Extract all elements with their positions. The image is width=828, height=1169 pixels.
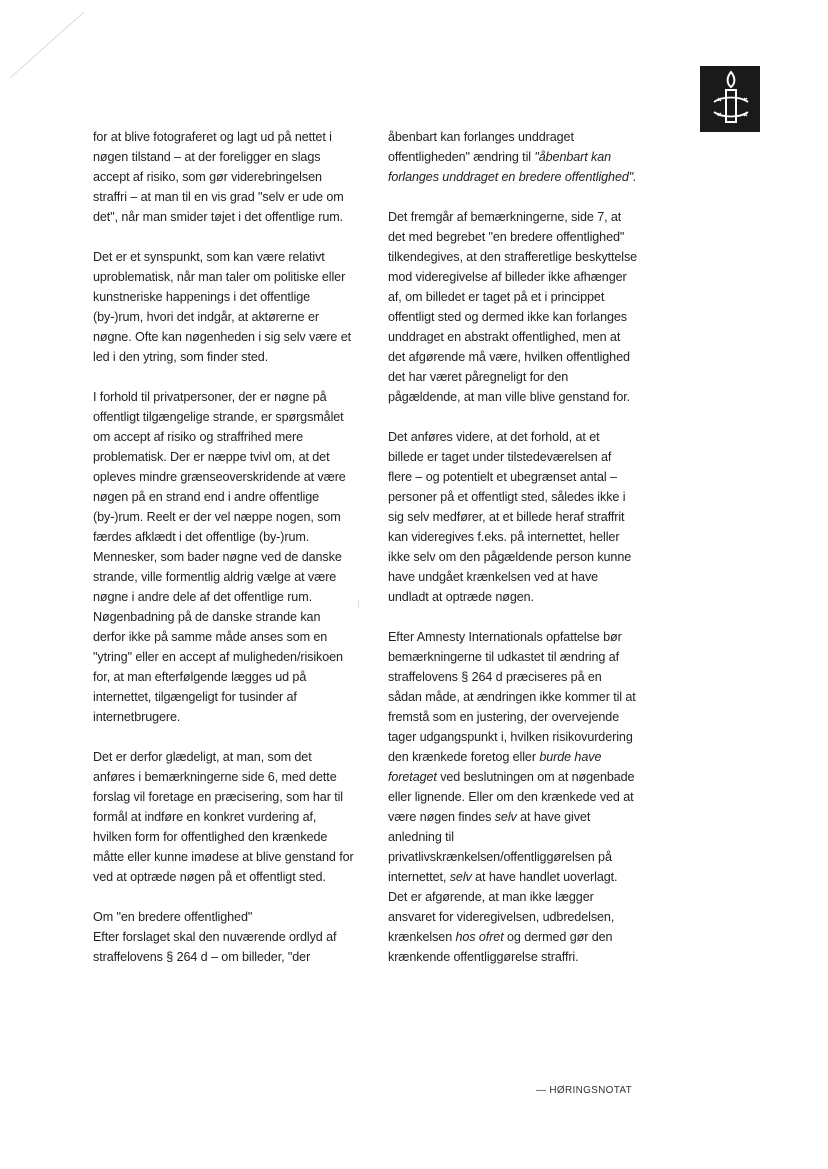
scan-speck	[358, 600, 359, 608]
text-run: og dermed gør den krænkende offentliggørelse straffri.	[388, 930, 613, 964]
paragraph: I forhold til privatpersoner, der er nøgne på offentligt tilgængelige strande, er spørgsmålet om accept af risiko og straffrihed mere problematisk. Der er næppe tvivl om, at det opleves mindre grænseoverskridende at være nøgen på en strand end i andre offentlige (by-)rum. Reelt er der vel næppe nogen, som færdes afklædt i det offentlige (by-)rum. Mennesker, som bader nøgne ved de danske strande, ville formentlig aldrig vælge at være nøgne i andre dele af det offentlige rum. Nøgenbadning på de danske strande kan derfor ikke på samme måde anses som en "ytring" eller en accept af muligheden/risikoen for, at man efterfølgende lægges ud på internettet, tilgængeligt for tusinder af internetbrugere.	[93, 390, 346, 724]
paragraph: for at blive fotograferet og lagt ud på nettet i nøgen tilstand – at der foreligger en slags accept af risiko, som gør viderebringelsen straffri – at man til en vis grad "selv er ude om det", når man smider tøjet i det offentlige rum.	[93, 130, 344, 224]
text-run: ved beslutningen om at nøgenbade eller lignende. Eller om den krænkede ved at være nøgen findes	[388, 770, 635, 824]
right-text-column	[388, 127, 638, 987]
italic-phrase: hos ofret	[455, 930, 504, 944]
amnesty-candle-icon	[700, 66, 760, 132]
paragraph: Det fremgår af bemærkningerne, side 7, at det med begrebet "en bredere offentlighed" tilkendegives, at den strafferetlige beskyttelse mod videregivelse af billeder ikke afhænger af, om billedet er taget på et i princippet offentligt sted og dermed ikke kan forlanges unddraget en abstrakt offentlighed, men at det afgørende må være, hvilken offentlighed det har været påregneligt for den pågældende, at man ville blive genstand for.	[388, 210, 638, 404]
paragraph: Det er derfor glædeligt, at man, som det anføres i bemærkningerne side 6, med dette forslag vil foretage en præcisering, som har til formål at indføre en konkret vurdering af, hvilken form for offentlighed den krænkede måtte eller kunne imødese at blive genstand for ved at optræde nøgen på et offentligt sted.	[93, 750, 354, 884]
italic-phrase: selv	[494, 810, 517, 824]
text-run: åbenbart kan forlanges unddraget offentligheden" ændring til	[388, 130, 574, 164]
scan-artifact-line	[8, 10, 88, 80]
left-text-column	[93, 127, 355, 967]
paragraph: Det er et synspunkt, som kan være relativt uproblematisk, når man taler om politiske eller kunstneriske happenings i det offentlige (by-)rum, hvori det indgår, at aktørerne er nøgne. Ofte kan nøgenheden i sig selv være et led i den ytring, som finder sted.	[93, 250, 352, 364]
amnesty-logo	[700, 66, 760, 132]
italic-quote: "åbenbart kan forlanges unddraget en bredere offentlighed".	[388, 150, 637, 184]
paragraph: Efter forslaget skal den nuværende ordlyd af straffelovens § 264 d – om billeder, "der	[93, 930, 337, 964]
italic-phrase: selv	[449, 870, 472, 884]
paragraph	[388, 627, 638, 967]
italic-phrase: burde have foretaget	[388, 750, 602, 784]
paragraph: Det anføres videre, at det forhold, at et billede er taget under tilstedeværelsen af flere – og potentielt et ubegrænset antal – personer på et offentligt sted, således ikke i sig selv medfører, at et billede heraf straffrit kan videregives f.eks. på internettet, heller ikke selv om den pågældende person kunne have undgået krænkelsen ved at have undladt at optræde nøgen.	[388, 430, 632, 604]
text-run: at have givet anledning til privatlivskrænkelsen/offentliggørelsen på internettet,	[388, 810, 612, 884]
paragraph	[388, 127, 638, 187]
section-heading: Om "en bredere offentlighed"	[93, 910, 253, 924]
text-run: Efter Amnesty Internationals opfattelse bør bemærkningerne til udkastet til ændring af straffelovens § 264 d præciseres på en sådan måde, at ændringen ikke kommer til at fremstå som en justering, der overvejende tager udgangspunkt i, hvilken risikovurdering den krænkede foretog eller	[388, 630, 636, 764]
text-run: at have handlet uoverlagt. Det er afgørende, at man ikke lægger ansvaret for videregivelsen, udbredelsen, krænkelsen	[388, 870, 618, 944]
footer-label: — HØRINGSNOTAT	[536, 1085, 633, 1096]
